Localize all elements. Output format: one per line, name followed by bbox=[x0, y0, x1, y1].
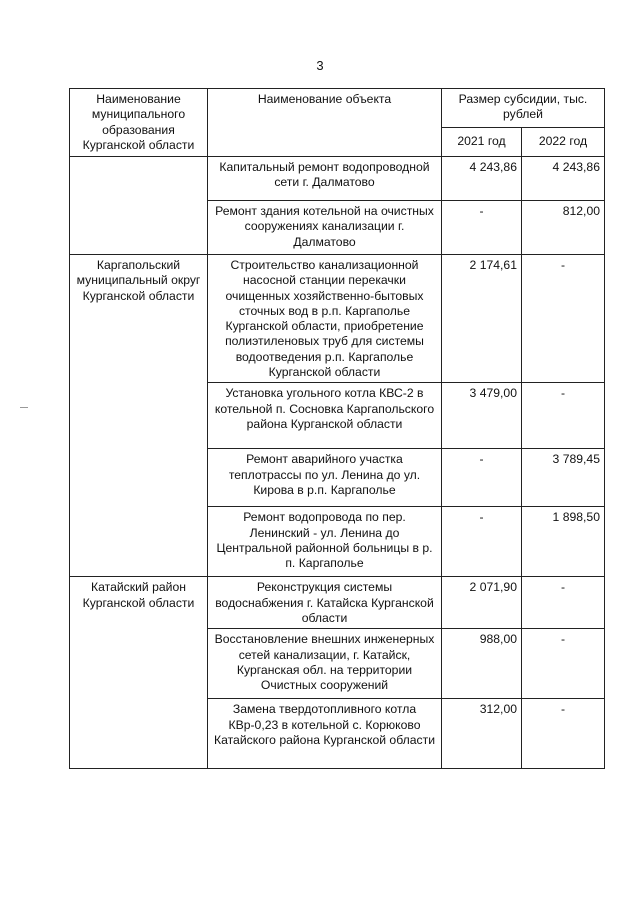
subsidy-y2021-cell: - bbox=[442, 201, 522, 255]
object-cell: Капитальный ремонт водопроводной сети г. Далматово bbox=[208, 157, 442, 201]
header-object: Наименование объекта bbox=[208, 89, 442, 157]
subsidy-y2021-cell: 3 479,00 bbox=[442, 383, 522, 449]
table-row bbox=[70, 157, 605, 201]
object-cell: Ремонт аварийного участка теплотрассы по ул. Ленина до ул. Кирова в р.п. Каргаполье bbox=[208, 449, 442, 507]
object-cell: Замена твердотопливного котла КВр-0,23 в котельной с. Корюково Катайского района Курганской области bbox=[208, 699, 442, 769]
table-row bbox=[70, 255, 605, 383]
subsidy-y2022-cell: - bbox=[522, 629, 605, 699]
table-body bbox=[70, 157, 605, 769]
header-subsidy: Размер субсидии, тыс. рублей bbox=[442, 89, 605, 128]
header-row-1 bbox=[70, 89, 605, 128]
object-cell: Ремонт водопровода по пер. Ленинский - ул. Ленина до Центральной районной больницы в р. п. Каргаполье bbox=[208, 507, 442, 577]
object-cell: Установка угольного котла КВС-2 в котельной п. Сосновка Каргапольского района Курганской области bbox=[208, 383, 442, 449]
subsidy-y2021-cell: - bbox=[442, 449, 522, 507]
object-cell: Ремонт здания котельной на очистных сооружениях канализации г. Далматово bbox=[208, 201, 442, 255]
margin-mark bbox=[20, 407, 28, 408]
subsidy-y2022-cell: 1 898,50 bbox=[522, 507, 605, 577]
header-year-2021: 2021 год bbox=[442, 128, 522, 157]
subsidy-y2022-cell: - bbox=[522, 255, 605, 383]
object-cell: Восстановление внешних инженерных сетей канализации, г. Катайск, Курганская обл. на территории Очистных сооружений bbox=[208, 629, 442, 699]
subsidy-y2022-cell: - bbox=[522, 699, 605, 769]
subsidy-y2022-cell: - bbox=[522, 383, 605, 449]
object-cell: Реконструкция системы водоснабжения г. Катайска Курганской области bbox=[208, 577, 442, 629]
subsidy-y2022-cell: 4 243,86 bbox=[522, 157, 605, 201]
page-number: 3 bbox=[316, 58, 324, 73]
table-row bbox=[70, 577, 605, 629]
municipality-cell bbox=[70, 157, 208, 255]
subsidy-y2021-cell: 988,00 bbox=[442, 629, 522, 699]
subsidy-y2022-cell: 3 789,45 bbox=[522, 449, 605, 507]
subsidy-y2021-cell: 4 243,86 bbox=[442, 157, 522, 201]
subsidy-table bbox=[69, 88, 605, 769]
subsidy-y2022-cell: - bbox=[522, 577, 605, 629]
municipality-cell: Катайский район Курганской области bbox=[70, 577, 208, 769]
subsidy-y2021-cell: 312,00 bbox=[442, 699, 522, 769]
subsidy-y2021-cell: - bbox=[442, 507, 522, 577]
subsidy-y2021-cell: 2 174,61 bbox=[442, 255, 522, 383]
object-cell: Строительство канализационной насосной станции перекачки очищенных хозяйственно-бытовых сточных вод в р.п. Каргаполье Курганской области, приобретение полиэтиленовых труб для системы водоотведения р.п. Каргаполье Курганской области bbox=[208, 255, 442, 383]
header-municipality: Наименование муниципального образования Курганской области bbox=[70, 89, 208, 157]
municipality-cell: Каргапольский муниципальный округ Курганской области bbox=[70, 255, 208, 577]
subsidy-y2022-cell: 812,00 bbox=[522, 201, 605, 255]
header-year-2022: 2022 год bbox=[522, 128, 605, 157]
subsidy-y2021-cell: 2 071,90 bbox=[442, 577, 522, 629]
